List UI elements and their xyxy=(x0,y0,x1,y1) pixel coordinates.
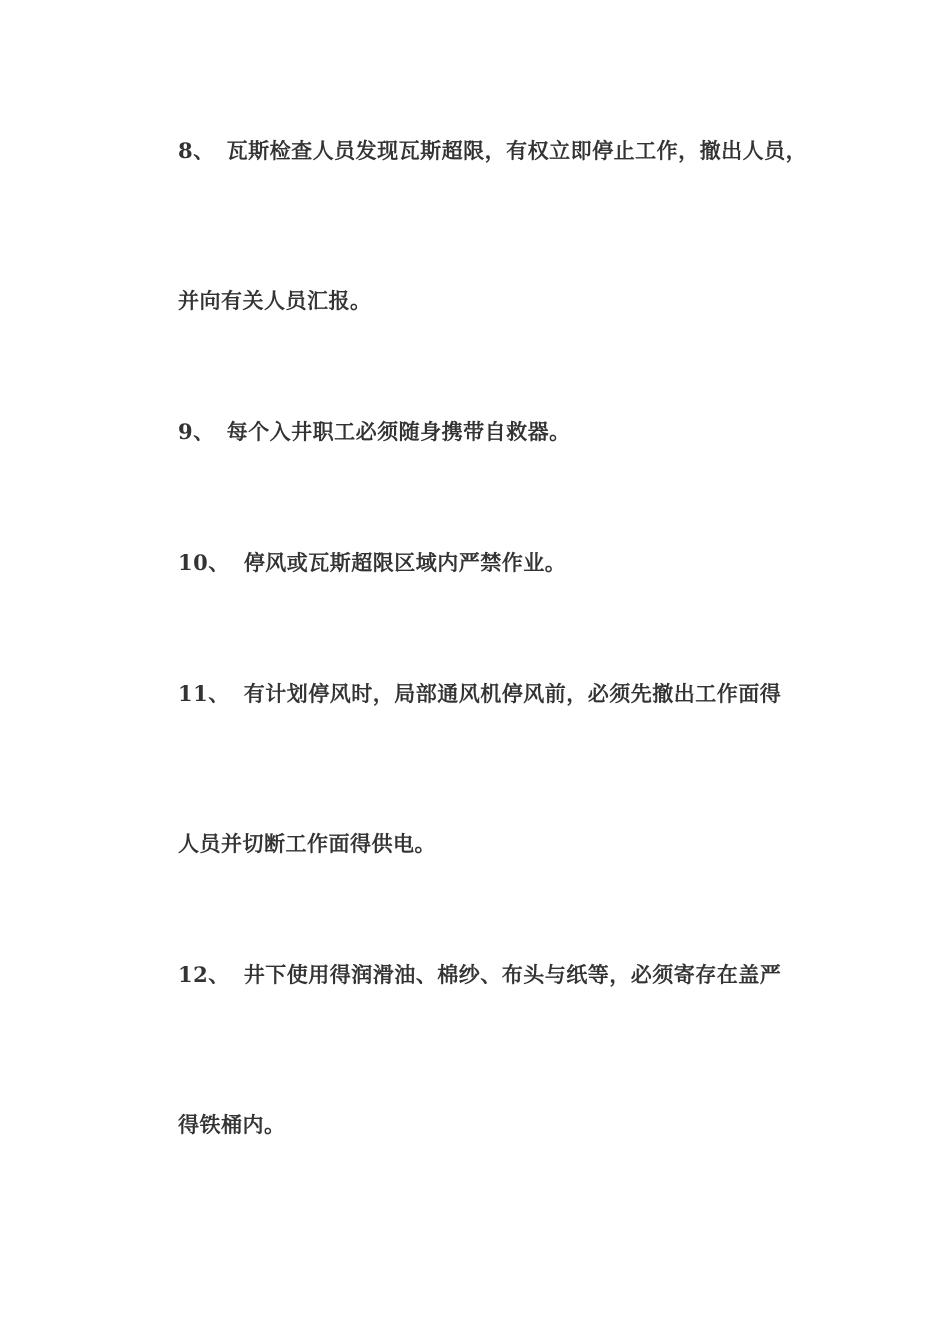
item-8-number: 8、 xyxy=(178,138,215,163)
item-9-text-1: 每个入井职工必须随身携带自救器。 xyxy=(226,419,571,444)
item-8-line-2 xyxy=(178,290,372,311)
item-9-line-1 xyxy=(178,421,571,442)
item-8-line-1 xyxy=(178,140,807,161)
item-8-text-2: 并向有关人员汇报。 xyxy=(178,288,372,313)
item-10-text-1: 停风或瓦斯超限区域内严禁作业。 xyxy=(243,550,567,575)
item-12-text-1: 井下使用得润滑油、棉纱、布头与纸等，必须寄存在盖严 xyxy=(243,962,782,987)
item-11-number: 11、 xyxy=(178,681,230,706)
item-11-text-2: 人员并切断工作面得供电。 xyxy=(178,831,436,856)
item-11-text-1: 有计划停风时，局部通风机停风前，必须先撤出工作面得 xyxy=(243,681,782,706)
item-11-line-1 xyxy=(178,683,781,704)
item-12-number: 12、 xyxy=(178,962,230,987)
item-9-number: 9、 xyxy=(178,419,215,444)
item-8-text-1: 瓦斯检查人员发现瓦斯超限，有权立即停止工作，撤出人员， xyxy=(226,138,808,163)
item-12-line-1 xyxy=(178,964,781,985)
item-11-line-2 xyxy=(178,833,436,854)
item-12-line-2 xyxy=(178,1114,286,1135)
item-12-text-2: 得铁桶内。 xyxy=(178,1112,286,1137)
item-10-number: 10、 xyxy=(178,550,230,575)
item-10-line-1 xyxy=(178,552,566,573)
